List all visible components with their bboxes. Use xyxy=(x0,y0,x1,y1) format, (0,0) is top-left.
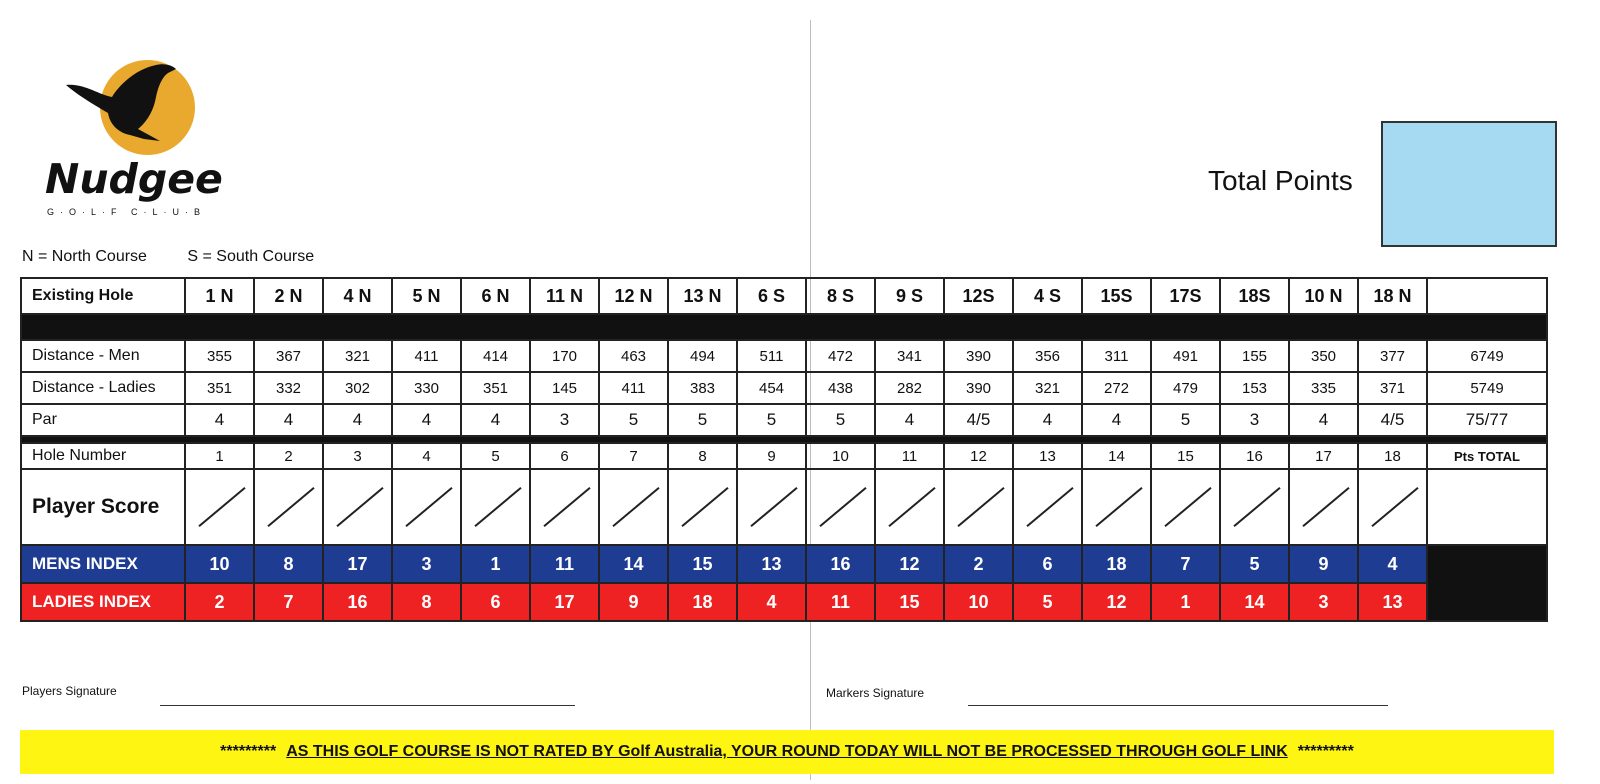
score-slash xyxy=(198,487,245,527)
legend-north: N = North Course xyxy=(22,248,147,265)
distance-men-cell: 411 xyxy=(392,340,461,372)
distance-men-cell: 491 xyxy=(1151,340,1220,372)
score-slash xyxy=(612,487,659,527)
distance-men-row xyxy=(21,340,1547,372)
bird-icon xyxy=(64,55,184,155)
existing-hole-cell: 18 N xyxy=(1358,278,1427,314)
par-cell: 4 xyxy=(185,404,254,436)
player-score-cell[interactable] xyxy=(185,469,254,545)
existing-hole-cell: 15S xyxy=(1082,278,1151,314)
distance-men-cell: 170 xyxy=(530,340,599,372)
player-score-cell[interactable] xyxy=(1220,469,1289,545)
player-score-cell[interactable] xyxy=(875,469,944,545)
distance-men-cell: 350 xyxy=(1289,340,1358,372)
par-cell: 4 xyxy=(254,404,323,436)
distance-ladies-cell: 371 xyxy=(1358,372,1427,404)
score-slash xyxy=(1095,487,1142,527)
distance-men-cell: 463 xyxy=(599,340,668,372)
distance-ladies-cell: 351 xyxy=(185,372,254,404)
index-black-cell xyxy=(1427,545,1547,621)
player-score-cell[interactable] xyxy=(1358,469,1427,545)
existing-hole-total-cell xyxy=(1427,278,1547,314)
separator-row xyxy=(21,436,1547,443)
points-total-cell[interactable] xyxy=(1427,469,1547,545)
distance-men-cell: 341 xyxy=(875,340,944,372)
club-logo xyxy=(45,55,230,230)
distance-ladies-label: Distance - Ladies xyxy=(21,372,185,404)
par-cell: 4 xyxy=(1289,404,1358,436)
ladies-index-cell: 11 xyxy=(806,583,875,621)
existing-hole-cell: 10 N xyxy=(1289,278,1358,314)
ladies-index-cell: 9 xyxy=(599,583,668,621)
player-score-cell[interactable] xyxy=(254,469,323,545)
player-score-cell[interactable] xyxy=(323,469,392,545)
distance-ladies-row xyxy=(21,372,1547,404)
mens-index-cell: 10 xyxy=(185,545,254,583)
distance-ladies-cell: 479 xyxy=(1151,372,1220,404)
existing-hole-cell: 6 N xyxy=(461,278,530,314)
distance-ladies-total: 5749 xyxy=(1427,372,1547,404)
black-band xyxy=(21,314,1547,340)
distance-ladies-cell: 390 xyxy=(944,372,1013,404)
mens-index-cell: 4 xyxy=(1358,545,1427,583)
mens-index-cell: 11 xyxy=(530,545,599,583)
hole-number-cell: 8 xyxy=(668,443,737,469)
score-slash xyxy=(681,487,728,527)
player-score-cell[interactable] xyxy=(1013,469,1082,545)
existing-hole-cell: 6 S xyxy=(737,278,806,314)
distance-ladies-cell: 145 xyxy=(530,372,599,404)
distance-men-cell: 472 xyxy=(806,340,875,372)
existing-hole-row xyxy=(21,278,1547,314)
distance-ladies-cell: 321 xyxy=(1013,372,1082,404)
hole-number-cell: 10 xyxy=(806,443,875,469)
ladies-index-cell: 13 xyxy=(1358,583,1427,621)
distance-men-cell: 155 xyxy=(1220,340,1289,372)
score-slash xyxy=(888,487,935,527)
par-cell: 4 xyxy=(1013,404,1082,436)
existing-hole-cell: 11 N xyxy=(530,278,599,314)
player-score-cell[interactable] xyxy=(599,469,668,545)
par-label: Par xyxy=(21,404,185,436)
notice-banner xyxy=(20,730,1554,774)
par-cell: 4/5 xyxy=(944,404,1013,436)
hole-number-label: Hole Number xyxy=(21,443,185,469)
mens-index-cell: 6 xyxy=(1013,545,1082,583)
score-slash xyxy=(267,487,314,527)
distance-men-cell: 390 xyxy=(944,340,1013,372)
distance-men-cell: 356 xyxy=(1013,340,1082,372)
hole-number-cell: 16 xyxy=(1220,443,1289,469)
mens-index-cell: 16 xyxy=(806,545,875,583)
hole-number-cell: 3 xyxy=(323,443,392,469)
distance-ladies-cell: 330 xyxy=(392,372,461,404)
player-score-cell[interactable] xyxy=(1082,469,1151,545)
score-slash xyxy=(1302,487,1349,527)
banner-message: AS THIS GOLF COURSE IS NOT RATED BY Golf Australia, YOUR ROUND TODAY WILL NOT BE PROCESSED THROUGH GOLF LINK xyxy=(286,743,1288,760)
legend-south: S = South Course xyxy=(187,248,315,265)
ladies-index-cell: 7 xyxy=(254,583,323,621)
par-cell: 3 xyxy=(530,404,599,436)
player-score-cell[interactable] xyxy=(944,469,1013,545)
distance-men-cell: 494 xyxy=(668,340,737,372)
score-slash xyxy=(336,487,383,527)
distance-ladies-cell: 351 xyxy=(461,372,530,404)
par-cell: 4 xyxy=(875,404,944,436)
ladies-index-cell: 18 xyxy=(668,583,737,621)
par-cell: 4 xyxy=(1082,404,1151,436)
mens-index-cell: 15 xyxy=(668,545,737,583)
player-score-cell[interactable] xyxy=(461,469,530,545)
ladies-index-row xyxy=(21,583,1547,621)
hole-number-cell: 13 xyxy=(1013,443,1082,469)
players-signature-label: Players Signature xyxy=(22,684,117,698)
score-slash xyxy=(819,487,866,527)
existing-hole-cell: 9 S xyxy=(875,278,944,314)
existing-hole-cell: 13 N xyxy=(668,278,737,314)
distance-men-cell: 511 xyxy=(737,340,806,372)
player-score-row xyxy=(21,469,1547,545)
markers-signature-line[interactable] xyxy=(968,705,1388,706)
course-legend xyxy=(22,248,350,266)
score-slash xyxy=(474,487,521,527)
par-cell: 5 xyxy=(668,404,737,436)
distance-ladies-cell: 438 xyxy=(806,372,875,404)
mens-index-cell: 13 xyxy=(737,545,806,583)
player-score-cell[interactable] xyxy=(737,469,806,545)
player-score-cell[interactable] xyxy=(392,469,461,545)
player-score-cell[interactable] xyxy=(668,469,737,545)
markers-signature-label: Markers Signature xyxy=(826,686,925,700)
ladies-index-cell: 3 xyxy=(1289,583,1358,621)
hole-number-cell: 14 xyxy=(1082,443,1151,469)
mens-index-cell: 2 xyxy=(944,545,1013,583)
banner-stars-right: ********* xyxy=(1297,743,1354,760)
distance-men-cell: 321 xyxy=(323,340,392,372)
score-slash xyxy=(1164,487,1211,527)
distance-ladies-cell: 153 xyxy=(1220,372,1289,404)
player-score-cell[interactable] xyxy=(530,469,599,545)
existing-hole-cell: 5 N xyxy=(392,278,461,314)
distance-men-cell: 311 xyxy=(1082,340,1151,372)
player-score-cell[interactable] xyxy=(806,469,875,545)
mens-index-cell: 14 xyxy=(599,545,668,583)
club-name: Nudgee xyxy=(45,155,223,203)
distance-ladies-cell: 454 xyxy=(737,372,806,404)
players-signature-line[interactable] xyxy=(160,705,575,706)
mens-index-cell: 12 xyxy=(875,545,944,583)
ladies-index-cell: 16 xyxy=(323,583,392,621)
ladies-index-cell: 4 xyxy=(737,583,806,621)
existing-hole-cell: 8 S xyxy=(806,278,875,314)
hole-number-cell: 5 xyxy=(461,443,530,469)
existing-hole-cell: 17S xyxy=(1151,278,1220,314)
score-slash xyxy=(1233,487,1280,527)
ladies-index-cell: 17 xyxy=(530,583,599,621)
par-cell: 4/5 xyxy=(1358,404,1427,436)
mens-index-cell: 18 xyxy=(1082,545,1151,583)
score-slash xyxy=(543,487,590,527)
ladies-index-cell: 1 xyxy=(1151,583,1220,621)
ladies-index-cell: 6 xyxy=(461,583,530,621)
hole-number-cell: 4 xyxy=(392,443,461,469)
ladies-index-cell: 12 xyxy=(1082,583,1151,621)
player-score-label: Player Score xyxy=(21,469,185,545)
hole-number-cell: 6 xyxy=(530,443,599,469)
hole-number-cell: 11 xyxy=(875,443,944,469)
par-cell: 3 xyxy=(1220,404,1289,436)
ladies-index-cell: 14 xyxy=(1220,583,1289,621)
mens-index-row xyxy=(21,545,1547,583)
existing-hole-cell: 4 N xyxy=(323,278,392,314)
distance-men-cell: 377 xyxy=(1358,340,1427,372)
hole-number-cell: 18 xyxy=(1358,443,1427,469)
distance-men-cell: 414 xyxy=(461,340,530,372)
score-slash xyxy=(750,487,797,527)
total-points-label: Total Points xyxy=(1208,165,1353,196)
ladies-index-cell: 2 xyxy=(185,583,254,621)
ladies-index-cell: 10 xyxy=(944,583,1013,621)
distance-ladies-cell: 383 xyxy=(668,372,737,404)
player-score-cell[interactable] xyxy=(1289,469,1358,545)
mens-index-cell: 3 xyxy=(392,545,461,583)
hole-number-cell: 17 xyxy=(1289,443,1358,469)
par-row xyxy=(21,404,1547,436)
distance-men-cell: 355 xyxy=(185,340,254,372)
mens-index-cell: 9 xyxy=(1289,545,1358,583)
distance-ladies-cell: 272 xyxy=(1082,372,1151,404)
existing-hole-cell: 4 S xyxy=(1013,278,1082,314)
mens-index-cell: 17 xyxy=(323,545,392,583)
black-band-row xyxy=(21,314,1547,340)
distance-ladies-cell: 302 xyxy=(323,372,392,404)
score-slash xyxy=(957,487,1004,527)
scorecard-table xyxy=(20,277,1548,622)
mens-index-cell: 8 xyxy=(254,545,323,583)
par-cell: 5 xyxy=(806,404,875,436)
existing-hole-cell: 1 N xyxy=(185,278,254,314)
par-cell: 5 xyxy=(737,404,806,436)
hole-number-cell: 12 xyxy=(944,443,1013,469)
existing-hole-label: Existing Hole xyxy=(21,278,185,314)
player-score-cell[interactable] xyxy=(1151,469,1220,545)
separator-band xyxy=(21,436,1547,443)
ladies-index-cell: 15 xyxy=(875,583,944,621)
hole-number-cell: 1 xyxy=(185,443,254,469)
ladies-index-cell: 8 xyxy=(392,583,461,621)
hole-number-cell: 2 xyxy=(254,443,323,469)
distance-men-label: Distance - Men xyxy=(21,340,185,372)
hole-number-cell: 9 xyxy=(737,443,806,469)
par-cell: 5 xyxy=(599,404,668,436)
distance-men-cell: 367 xyxy=(254,340,323,372)
distance-ladies-cell: 282 xyxy=(875,372,944,404)
distance-ladies-cell: 335 xyxy=(1289,372,1358,404)
par-cell: 4 xyxy=(323,404,392,436)
existing-hole-cell: 2 N xyxy=(254,278,323,314)
par-total: 75/77 xyxy=(1427,404,1547,436)
banner-stars-left: ********* xyxy=(220,743,277,760)
existing-hole-cell: 12S xyxy=(944,278,1013,314)
points-total-label: Pts TOTAL xyxy=(1427,443,1547,469)
hole-number-row xyxy=(21,443,1547,469)
mens-index-cell: 1 xyxy=(461,545,530,583)
score-slash xyxy=(1026,487,1073,527)
hole-number-cell: 15 xyxy=(1151,443,1220,469)
par-cell: 4 xyxy=(461,404,530,436)
total-points-box[interactable] xyxy=(1381,121,1557,247)
score-slash xyxy=(1371,487,1418,527)
mens-index-cell: 7 xyxy=(1151,545,1220,583)
hole-number-cell: 7 xyxy=(599,443,668,469)
score-slash xyxy=(405,487,452,527)
club-subtitle: G·O·L·F C·L·U·B xyxy=(47,207,206,217)
mens-index-label: MENS INDEX xyxy=(21,545,185,583)
distance-ladies-cell: 332 xyxy=(254,372,323,404)
distance-men-total: 6749 xyxy=(1427,340,1547,372)
par-cell: 4 xyxy=(392,404,461,436)
existing-hole-cell: 18S xyxy=(1220,278,1289,314)
mens-index-cell: 5 xyxy=(1220,545,1289,583)
existing-hole-cell: 12 N xyxy=(599,278,668,314)
ladies-index-label: LADIES INDEX xyxy=(21,583,185,621)
ladies-index-cell: 5 xyxy=(1013,583,1082,621)
distance-ladies-cell: 411 xyxy=(599,372,668,404)
par-cell: 5 xyxy=(1151,404,1220,436)
